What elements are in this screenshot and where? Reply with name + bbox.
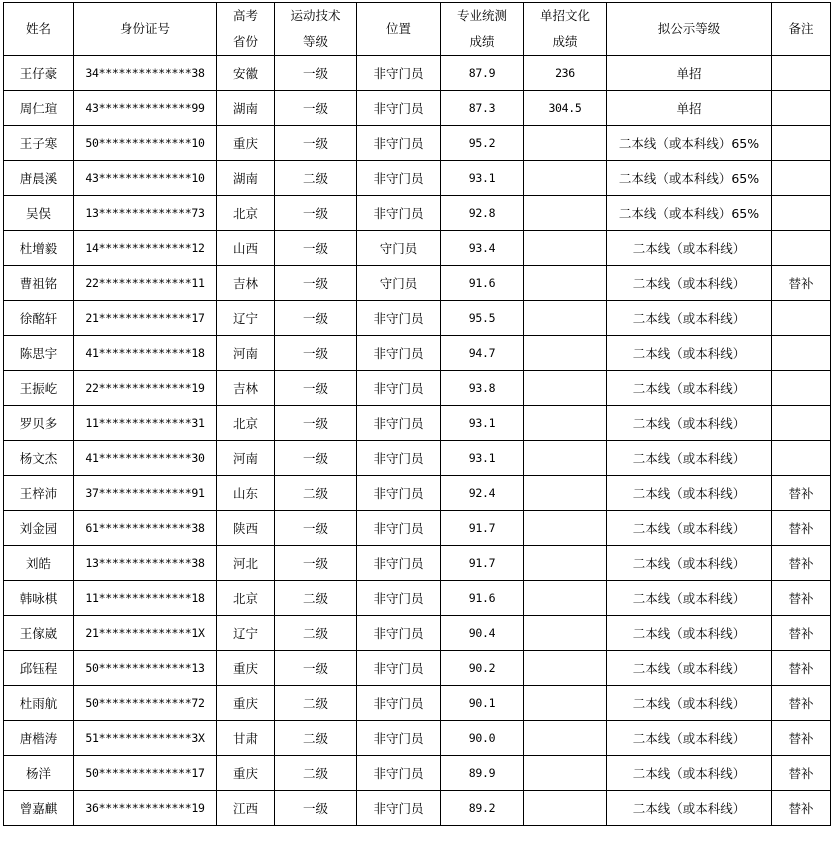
header-row — [4, 3, 831, 56]
header-name — [4, 3, 74, 56]
cell-pro-score: 95.5 — [441, 301, 524, 336]
table-row — [4, 301, 831, 336]
cell-province: 河南 — [217, 441, 275, 476]
cell-province: 江西 — [217, 791, 275, 826]
cell-province: 甘肃 — [217, 721, 275, 756]
cell-sport-level: 二级 — [275, 721, 357, 756]
cell-pro-score: 89.9 — [441, 756, 524, 791]
cell-proposed-grade: 二本线（或本科线） — [607, 371, 772, 406]
table-row — [4, 791, 831, 826]
cell-pro-score: 93.1 — [441, 406, 524, 441]
table-row — [4, 721, 831, 756]
cell-culture-score — [524, 336, 607, 371]
header-remarks-line: 备注 — [788, 21, 814, 36]
cell-sport-level: 二级 — [275, 756, 357, 791]
cell-id-number: 50**************13 — [74, 651, 217, 686]
cell-province: 山西 — [217, 231, 275, 266]
header-id-number-line: 身份证号 — [119, 21, 170, 36]
cell-culture-score — [524, 441, 607, 476]
cell-name: 罗贝多 — [4, 406, 74, 441]
cell-proposed-grade: 二本线（或本科线） — [607, 581, 772, 616]
cell-id-number: 34**************38 — [74, 56, 217, 91]
table-row — [4, 406, 831, 441]
cell-pro-score: 95.2 — [441, 126, 524, 161]
cell-position: 非守门员 — [357, 126, 441, 161]
cell-position: 非守门员 — [357, 441, 441, 476]
cell-pro-score: 90.0 — [441, 721, 524, 756]
cell-culture-score — [524, 266, 607, 301]
cell-province: 湖南 — [217, 91, 275, 126]
cell-culture-score: 304.5 — [524, 91, 607, 126]
cell-remarks: 替补 — [772, 721, 831, 756]
cell-remarks — [772, 406, 831, 441]
cell-sport-level: 一级 — [275, 126, 357, 161]
header-sport-level-line: 等级 — [302, 34, 328, 49]
cell-province: 吉林 — [217, 371, 275, 406]
cell-sport-level: 一级 — [275, 196, 357, 231]
header-proposed-grade-line: 拟公示等级 — [657, 21, 721, 36]
header-province-line: 高考 — [232, 8, 258, 23]
cell-province: 吉林 — [217, 266, 275, 301]
cell-remarks — [772, 371, 831, 406]
cell-id-number: 50**************17 — [74, 756, 217, 791]
cell-pro-score: 91.7 — [441, 511, 524, 546]
cell-pro-score: 90.4 — [441, 616, 524, 651]
cell-province: 重庆 — [217, 651, 275, 686]
cell-position: 守门员 — [357, 231, 441, 266]
cell-sport-level: 一级 — [275, 231, 357, 266]
header-province-line: 省份 — [232, 34, 258, 49]
table-row — [4, 126, 831, 161]
cell-id-number: 37**************91 — [74, 476, 217, 511]
cell-culture-score — [524, 721, 607, 756]
cell-proposed-grade: 二本线（或本科线） — [607, 231, 772, 266]
cell-position: 非守门员 — [357, 651, 441, 686]
cell-position: 非守门员 — [357, 161, 441, 196]
cell-id-number: 11**************31 — [74, 406, 217, 441]
cell-position: 非守门员 — [357, 56, 441, 91]
cell-name: 曹祖铭 — [4, 266, 74, 301]
cell-remarks: 替补 — [772, 581, 831, 616]
cell-name: 王梓沛 — [4, 476, 74, 511]
cell-province: 湖南 — [217, 161, 275, 196]
header-sport-level-line: 运动技术 — [290, 8, 341, 23]
cell-remarks: 替补 — [772, 791, 831, 826]
cell-id-number: 11**************18 — [74, 581, 217, 616]
cell-proposed-grade: 单招 — [607, 91, 772, 126]
cell-position: 守门员 — [357, 266, 441, 301]
cell-id-number: 13**************38 — [74, 546, 217, 581]
cell-remarks — [772, 56, 831, 91]
cell-id-number: 21**************1X — [74, 616, 217, 651]
cell-proposed-grade: 单招 — [607, 56, 772, 91]
table-row — [4, 441, 831, 476]
cell-name: 刘皓 — [4, 546, 74, 581]
cell-culture-score — [524, 231, 607, 266]
admission-results-table — [3, 2, 831, 826]
cell-culture-score — [524, 791, 607, 826]
cell-remarks: 替补 — [772, 686, 831, 721]
cell-pro-score: 93.1 — [441, 161, 524, 196]
header-pro-score-line: 专业统测 — [456, 8, 507, 23]
table-row — [4, 616, 831, 651]
table-row — [4, 756, 831, 791]
cell-name: 周仁瑄 — [4, 91, 74, 126]
header-proposed-grade — [607, 3, 772, 56]
cell-remarks — [772, 441, 831, 476]
cell-sport-level: 一级 — [275, 91, 357, 126]
cell-id-number: 43**************99 — [74, 91, 217, 126]
cell-position: 非守门员 — [357, 371, 441, 406]
cell-remarks — [772, 231, 831, 266]
cell-position: 非守门员 — [357, 91, 441, 126]
cell-id-number: 50**************72 — [74, 686, 217, 721]
cell-proposed-grade: 二本线（或本科线）65% — [607, 126, 772, 161]
cell-proposed-grade: 二本线（或本科线） — [607, 686, 772, 721]
cell-proposed-grade: 二本线（或本科线） — [607, 301, 772, 336]
cell-sport-level: 一级 — [275, 301, 357, 336]
cell-position: 非守门员 — [357, 756, 441, 791]
header-position-line: 位置 — [385, 21, 411, 36]
cell-proposed-grade: 二本线（或本科线） — [607, 511, 772, 546]
table-row — [4, 581, 831, 616]
cell-remarks — [772, 126, 831, 161]
results-sheet — [3, 2, 831, 826]
cell-position: 非守门员 — [357, 476, 441, 511]
cell-province: 山东 — [217, 476, 275, 511]
table-row — [4, 686, 831, 721]
table-row — [4, 161, 831, 196]
cell-sport-level: 二级 — [275, 686, 357, 721]
cell-position: 非守门员 — [357, 581, 441, 616]
cell-culture-score — [524, 196, 607, 231]
header-sport-level — [275, 3, 357, 56]
cell-province: 北京 — [217, 581, 275, 616]
cell-culture-score — [524, 301, 607, 336]
cell-name: 唐楷涛 — [4, 721, 74, 756]
cell-position: 非守门员 — [357, 336, 441, 371]
header-id-number — [74, 3, 217, 56]
cell-sport-level: 一级 — [275, 266, 357, 301]
header-name-line: 姓名 — [25, 21, 51, 36]
table-row — [4, 651, 831, 686]
cell-position: 非守门员 — [357, 511, 441, 546]
cell-id-number: 14**************12 — [74, 231, 217, 266]
cell-culture-score — [524, 616, 607, 651]
cell-position: 非守门员 — [357, 301, 441, 336]
cell-pro-score: 89.2 — [441, 791, 524, 826]
cell-province: 重庆 — [217, 686, 275, 721]
cell-province: 北京 — [217, 406, 275, 441]
cell-id-number: 36**************19 — [74, 791, 217, 826]
cell-position: 非守门员 — [357, 686, 441, 721]
cell-sport-level: 二级 — [275, 616, 357, 651]
cell-pro-score: 90.2 — [441, 651, 524, 686]
cell-pro-score: 91.7 — [441, 546, 524, 581]
cell-pro-score: 87.9 — [441, 56, 524, 91]
cell-position: 非守门员 — [357, 406, 441, 441]
cell-id-number: 22**************11 — [74, 266, 217, 301]
cell-id-number: 41**************18 — [74, 336, 217, 371]
cell-province: 陕西 — [217, 511, 275, 546]
header-remarks — [772, 3, 831, 56]
cell-pro-score: 91.6 — [441, 581, 524, 616]
cell-pro-score: 92.4 — [441, 476, 524, 511]
cell-name: 徐酩轩 — [4, 301, 74, 336]
cell-id-number: 21**************17 — [74, 301, 217, 336]
cell-proposed-grade: 二本线（或本科线）65% — [607, 196, 772, 231]
cell-culture-score: 236 — [524, 56, 607, 91]
cell-culture-score — [524, 126, 607, 161]
cell-province: 北京 — [217, 196, 275, 231]
cell-name: 曾嘉麒 — [4, 791, 74, 826]
cell-remarks: 替补 — [772, 546, 831, 581]
cell-pro-score: 92.8 — [441, 196, 524, 231]
cell-name: 吴俣 — [4, 196, 74, 231]
cell-proposed-grade: 二本线（或本科线） — [607, 791, 772, 826]
cell-id-number: 41**************30 — [74, 441, 217, 476]
cell-proposed-grade: 二本线（或本科线） — [607, 546, 772, 581]
cell-name: 刘金园 — [4, 511, 74, 546]
cell-proposed-grade: 二本线（或本科线） — [607, 476, 772, 511]
table-row — [4, 231, 831, 266]
cell-position: 非守门员 — [357, 791, 441, 826]
header-pro-score — [441, 3, 524, 56]
cell-id-number: 22**************19 — [74, 371, 217, 406]
table-row — [4, 336, 831, 371]
cell-sport-level: 二级 — [275, 581, 357, 616]
cell-position: 非守门员 — [357, 616, 441, 651]
cell-name: 王振屹 — [4, 371, 74, 406]
cell-id-number: 51**************3X — [74, 721, 217, 756]
cell-pro-score: 93.8 — [441, 371, 524, 406]
cell-position: 非守门员 — [357, 196, 441, 231]
cell-sport-level: 二级 — [275, 161, 357, 196]
cell-sport-level: 一级 — [275, 511, 357, 546]
cell-proposed-grade: 二本线（或本科线） — [607, 721, 772, 756]
cell-province: 辽宁 — [217, 616, 275, 651]
cell-culture-score — [524, 651, 607, 686]
cell-sport-level: 一级 — [275, 406, 357, 441]
cell-proposed-grade: 二本线（或本科线） — [607, 441, 772, 476]
cell-remarks — [772, 161, 831, 196]
cell-name: 王傢崴 — [4, 616, 74, 651]
cell-sport-level: 一级 — [275, 56, 357, 91]
cell-id-number: 43**************10 — [74, 161, 217, 196]
table-row — [4, 511, 831, 546]
cell-pro-score: 91.6 — [441, 266, 524, 301]
header-culture-score — [524, 3, 607, 56]
cell-culture-score — [524, 476, 607, 511]
cell-position: 非守门员 — [357, 721, 441, 756]
cell-id-number: 13**************73 — [74, 196, 217, 231]
cell-pro-score: 90.1 — [441, 686, 524, 721]
cell-remarks: 替补 — [772, 651, 831, 686]
cell-name: 陈思宇 — [4, 336, 74, 371]
cell-remarks — [772, 336, 831, 371]
cell-province: 辽宁 — [217, 301, 275, 336]
cell-sport-level: 一级 — [275, 791, 357, 826]
cell-province: 河南 — [217, 336, 275, 371]
cell-pro-score: 93.4 — [441, 231, 524, 266]
cell-culture-score — [524, 371, 607, 406]
cell-province: 重庆 — [217, 756, 275, 791]
cell-sport-level: 一级 — [275, 651, 357, 686]
cell-sport-level: 一级 — [275, 441, 357, 476]
cell-name: 杜雨航 — [4, 686, 74, 721]
cell-sport-level: 二级 — [275, 476, 357, 511]
cell-proposed-grade: 二本线（或本科线）65% — [607, 161, 772, 196]
cell-position: 非守门员 — [357, 546, 441, 581]
cell-culture-score — [524, 756, 607, 791]
cell-province: 安徽 — [217, 56, 275, 91]
cell-remarks — [772, 91, 831, 126]
cell-proposed-grade: 二本线（或本科线） — [607, 266, 772, 301]
cell-sport-level: 一级 — [275, 336, 357, 371]
cell-sport-level: 一级 — [275, 546, 357, 581]
cell-pro-score: 87.3 — [441, 91, 524, 126]
cell-name: 邱钰程 — [4, 651, 74, 686]
cell-remarks — [772, 301, 831, 336]
header-culture-score-line: 单招文化 — [539, 8, 590, 23]
cell-sport-level: 一级 — [275, 371, 357, 406]
cell-proposed-grade: 二本线（或本科线） — [607, 336, 772, 371]
cell-proposed-grade: 二本线（或本科线） — [607, 406, 772, 441]
cell-remarks: 替补 — [772, 266, 831, 301]
cell-culture-score — [524, 686, 607, 721]
cell-remarks: 替补 — [772, 756, 831, 791]
cell-remarks: 替补 — [772, 616, 831, 651]
table-row — [4, 476, 831, 511]
cell-culture-score — [524, 546, 607, 581]
cell-pro-score: 94.7 — [441, 336, 524, 371]
header-culture-score-line: 成绩 — [552, 34, 578, 49]
cell-pro-score: 93.1 — [441, 441, 524, 476]
header-province — [217, 3, 275, 56]
cell-proposed-grade: 二本线（或本科线） — [607, 651, 772, 686]
cell-province: 河北 — [217, 546, 275, 581]
table-row — [4, 266, 831, 301]
table-row — [4, 196, 831, 231]
cell-name: 杜增毅 — [4, 231, 74, 266]
header-pro-score-line: 成绩 — [469, 34, 495, 49]
cell-name: 王仔豪 — [4, 56, 74, 91]
cell-province: 重庆 — [217, 126, 275, 161]
cell-remarks: 替补 — [772, 511, 831, 546]
table-row — [4, 371, 831, 406]
cell-culture-score — [524, 511, 607, 546]
cell-culture-score — [524, 161, 607, 196]
cell-remarks — [772, 196, 831, 231]
cell-proposed-grade: 二本线（或本科线） — [607, 616, 772, 651]
cell-culture-score — [524, 581, 607, 616]
cell-name: 唐晨溪 — [4, 161, 74, 196]
cell-name: 王子寒 — [4, 126, 74, 161]
table-row — [4, 91, 831, 126]
table-body — [4, 56, 831, 826]
cell-proposed-grade: 二本线（或本科线） — [607, 756, 772, 791]
header-position — [357, 3, 441, 56]
cell-remarks: 替补 — [772, 476, 831, 511]
cell-name: 韩咏棋 — [4, 581, 74, 616]
cell-name: 杨洋 — [4, 756, 74, 791]
table-row — [4, 56, 831, 91]
cell-culture-score — [524, 406, 607, 441]
cell-id-number: 50**************10 — [74, 126, 217, 161]
cell-id-number: 61**************38 — [74, 511, 217, 546]
table-row — [4, 546, 831, 581]
cell-name: 杨文杰 — [4, 441, 74, 476]
